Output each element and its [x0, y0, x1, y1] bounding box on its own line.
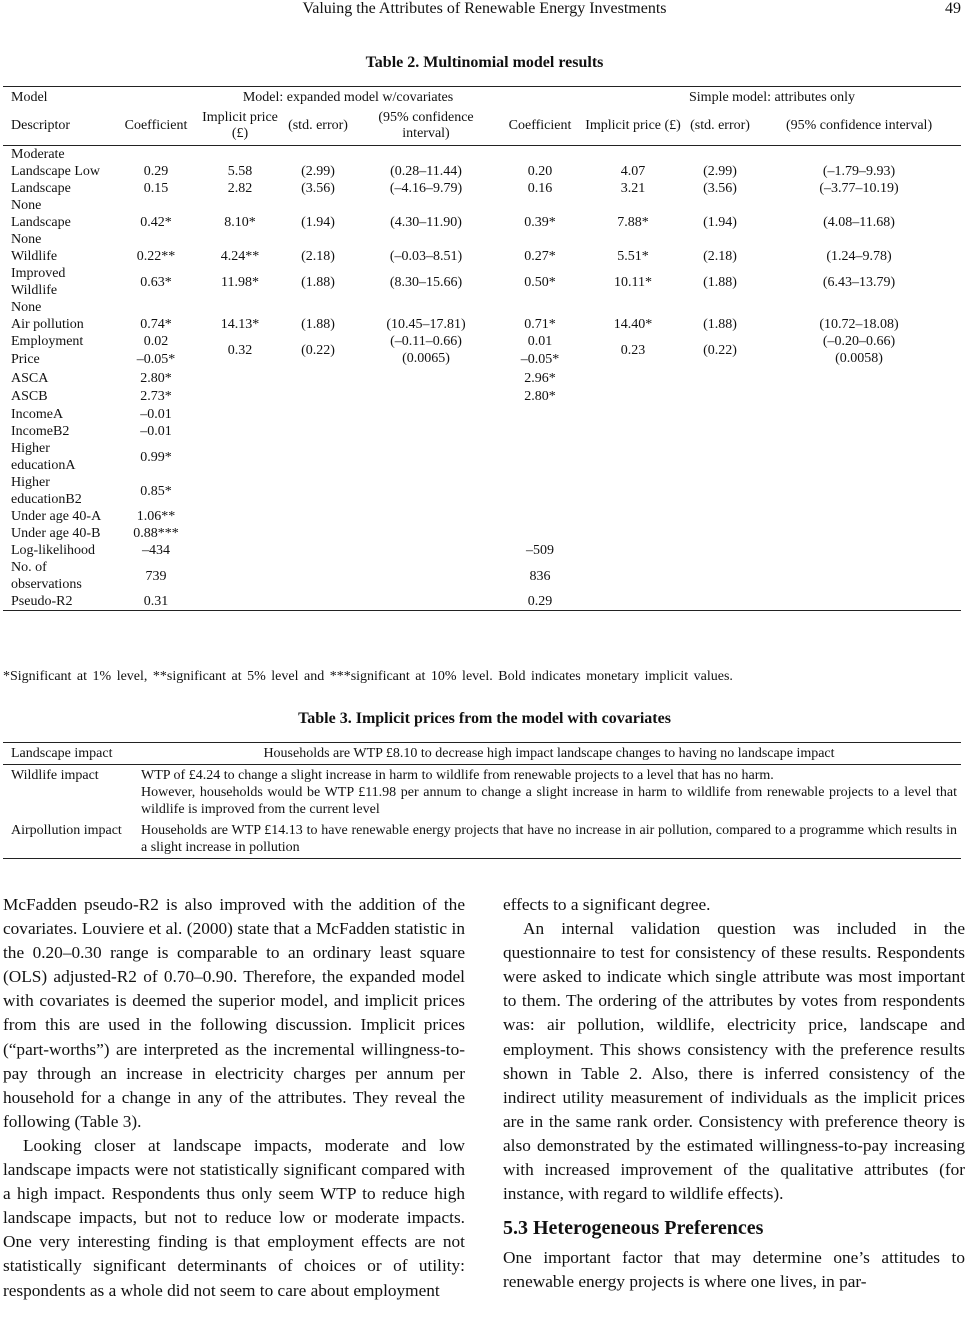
col-header: Implicit price (£) [199, 107, 281, 146]
row-label: Price [11, 352, 40, 368]
table-row [3, 440, 961, 474]
row-label: None [11, 232, 42, 247]
cell-value: 836 [529, 568, 551, 584]
cell-value [757, 146, 961, 164]
col-header: Coefficient [497, 107, 583, 146]
table3-caption: Table 3. Implicit prices from the model with covariates [298, 710, 671, 727]
cell-value: 0.29 [143, 164, 169, 179]
table-row [3, 248, 961, 265]
cell-value: (10.45–17.81) [386, 317, 466, 332]
cell-value [757, 197, 961, 214]
table-row [3, 765, 961, 821]
table-row [3, 423, 961, 440]
cell-value [757, 299, 961, 316]
table-row [3, 316, 961, 333]
cell-value: 4.07 [620, 164, 646, 179]
row-label: No. of observations [11, 560, 82, 593]
cell-value: (2.99) [703, 164, 737, 179]
cell-value [583, 231, 683, 248]
cell-value [355, 197, 497, 214]
col-header: Coefficient [113, 107, 199, 146]
cell-value: –0.05* [136, 352, 176, 368]
cell-value: (2.18) [301, 249, 335, 264]
table-row [3, 559, 961, 593]
cell-value: 0.74* [140, 317, 172, 332]
cell-value [583, 299, 683, 316]
cell-value: 0.20 [527, 164, 553, 179]
running-header [0, 0, 969, 22]
cell-value: –0.01 [140, 424, 172, 440]
cell-value [199, 231, 281, 248]
paragraph: McFadden pseudo-R2 is also improved with the addition of the covariates. Louviere et al. (2000) state that a McFadden statistic in the 0.20–0.30 range is comparable to an ordinary least square (OLS) adjusted-R2 of 0.70–0.90. Therefore, the expanded model with covariates is deemed the superior model, and implicit prices from this are used in the following discussion. Implicit prices (“part-worths”) are interpreted as the incremental willingness-to-pay through an increase in electricity charges per annum per household for a change in any of the attributes. They reveal the following (Table 3). [3, 895, 465, 1131]
col-header: (95% confidence interval) [355, 107, 497, 146]
section-heading: 5.3 Heterogeneous Preferences [503, 1217, 764, 1240]
cell-value: 0.02 [143, 334, 169, 349]
cell-value: (4.30–11.90) [390, 215, 462, 230]
cell-value: 0.22** [136, 249, 176, 264]
cell-value: 0.50* [524, 274, 556, 290]
cell-value: 4.24** [220, 249, 260, 264]
running-title: Valuing the Attributes of Renewable Energy Investments [302, 0, 667, 17]
col-header: Implicit price (£) [583, 107, 683, 146]
table-row [3, 197, 961, 214]
row-label: None [11, 198, 42, 213]
row-label: Airpollution impact [3, 820, 133, 859]
cell-value: (6.43–13.79) [822, 274, 896, 290]
cell-value: 0.32 [227, 343, 253, 358]
table-row [3, 146, 961, 164]
row-label: Moderate [11, 147, 65, 162]
cell-value [281, 231, 355, 248]
cell-value: 0.27* [524, 249, 556, 264]
cell-value [497, 197, 583, 214]
table3 [3, 742, 961, 859]
row-text: Households are WTP £14.13 to have renewable energy projects that have no increase in air pollution, compared to a programme which results in a slight increase in pollution [133, 820, 961, 859]
cell-value [199, 197, 281, 214]
cell-value: (–1.79–9.93) [822, 164, 896, 179]
table-row [3, 542, 961, 559]
model-label: Model [3, 87, 113, 108]
table-row [3, 333, 961, 406]
cell-value: 8.10* [224, 215, 256, 230]
table-row [3, 214, 961, 231]
table2-footnote: *Significant at 1% level, **significant at 5% level and ***significant at 10% level. Bold indicates monetary implicit values. [3, 669, 733, 684]
table-row [3, 508, 961, 525]
cell-value [355, 231, 497, 248]
cell-value: (–3.77–10.19) [819, 181, 899, 196]
cell-value: (–4.16–9.79) [389, 181, 463, 196]
cell-value: 0.63* [140, 274, 172, 290]
col-header: Descriptor [3, 107, 113, 146]
row-label: Landscape impact [3, 743, 133, 765]
cell-value: (1.88) [703, 274, 737, 290]
cell-value: 5.58 [227, 164, 253, 179]
row-label: ASCB [11, 388, 48, 404]
cell-value: (0.28–11.44) [390, 164, 462, 179]
paragraph: effects to a significant degree. [503, 895, 711, 914]
cell-value: (8.30–15.66) [389, 274, 463, 290]
cell-value: 2.73* [140, 388, 172, 404]
cell-value [113, 146, 199, 164]
cell-value [113, 231, 199, 248]
cell-value [683, 231, 757, 248]
cell-value: 1.06** [136, 509, 176, 525]
row-label: Pseudo-R2 [3, 593, 113, 611]
cell-value: (2.99) [301, 164, 335, 179]
table-row [3, 474, 961, 508]
cell-value: (–0.20–0.66) [822, 334, 896, 349]
cell-value: (1.88) [703, 317, 737, 332]
cell-value: 14.13* [220, 317, 260, 332]
row-label: Higher educationA [11, 441, 76, 474]
cell-value: (1.94) [301, 215, 335, 230]
cell-value: (1.24–9.78) [826, 249, 892, 264]
cell-value [281, 146, 355, 164]
cell-value: (3.56) [301, 181, 335, 196]
paragraph: An internal validation question was included in the questionnaire to test for consistency of these results. Respondents were asked to indicate which single attribute was most important to them. The ordering of the attributes by votes from respondents was: air pollution, wildlife, electricity price, landscape and employment. This shows consistency with the preference results shown in Table 2. Also, there is inferred consistency of the indirect utility measurement of individuals as the implicit prices are in the same rank order. Consistency with preference theory is also demonstrated by the estimated willingness-to-pay increasing with increased improvement of the qualitative attributes (for instance, with regard to wildlife effects). [503, 919, 965, 1204]
paragraph: Looking closer at landscape impacts, moderate and low landscape impacts were not statistically significant compared with a high impact. Respondents thus only seem WTP to reduce high landscape impacts, but not to reduce low or moderate impacts. One very interesting finding is that employment effects are not statistically significant determinants of choices or of utility: respondents as a whole did not seem to care about employment [3, 1135, 465, 1300]
cell-value [683, 299, 757, 316]
cell-value: 2.80* [524, 388, 556, 404]
cell-value: (–0.03–8.51) [389, 249, 463, 264]
row-label: Higher educationB2 [11, 475, 82, 508]
row-label: None [11, 300, 42, 315]
cell-value: 14.40* [613, 317, 653, 332]
cell-value: 5.51* [617, 249, 649, 264]
table-row [3, 743, 961, 765]
cell-value [757, 231, 961, 248]
table2-caption: Table 2. Multinomial model results [365, 54, 604, 71]
cell-value: (10.72–18.08) [819, 317, 899, 332]
table-row [3, 593, 961, 611]
cell-value: (1.88) [301, 274, 335, 290]
cell-value [355, 299, 497, 316]
cell-value: (4.08–11.68) [823, 215, 895, 230]
cell-value: 2.80* [140, 370, 172, 386]
cell-value [583, 146, 683, 164]
cell-value: 0.99* [140, 449, 172, 465]
row-label: IncomeB2 [11, 424, 70, 440]
cell-value: –434 [142, 543, 170, 559]
cell-value: (0.22) [301, 343, 335, 358]
table-row [3, 525, 961, 542]
row-label: Landscape [11, 215, 71, 230]
cell-value: –509 [526, 543, 555, 559]
col-header: (95% confidence interval) [757, 107, 961, 146]
cell-value [113, 197, 199, 214]
table-row [3, 163, 961, 180]
cell-value [497, 231, 583, 248]
cell-value: 0.31 [113, 593, 199, 611]
cell-value: –0.01 [140, 407, 172, 423]
col-header: (std. error) [683, 107, 757, 146]
expanded-model-label: Model: expanded model w/covariates [199, 87, 497, 108]
cell-value: (2.18) [703, 249, 737, 264]
row-label: Wildlife impact [11, 768, 99, 783]
cell-value [355, 146, 497, 164]
cell-value: 0.01 [527, 334, 553, 349]
cell-value [497, 146, 583, 164]
page-number: 49 [945, 0, 961, 17]
cell-value: (–0.11–0.66) [390, 334, 462, 349]
simple-model-label: Simple model: attributes only [583, 87, 961, 108]
table2 [3, 86, 961, 611]
cell-value: 0.42* [140, 215, 172, 230]
row-text: However, households would be WTP £11.98 per annum to change a slight increase in harm to wildlife from renewable projects to a level that wildlife is improved from the current level [141, 785, 957, 817]
cell-value: (0.0065) [402, 351, 450, 366]
cell-value: 10.11* [614, 274, 652, 290]
row-text: WTP of £4.24 to change a slight increase in harm to wildlife from renewable projects to a level that has no harm. [141, 768, 774, 783]
row-label: Under age 40-B [11, 526, 101, 542]
cell-value [583, 197, 683, 214]
cell-value: (1.94) [703, 215, 737, 230]
cell-value: 0.23 [620, 343, 646, 358]
cell-value: 739 [145, 568, 167, 584]
row-label: Improved Wildlife [11, 266, 66, 298]
cell-value [281, 299, 355, 316]
table-row [3, 180, 961, 197]
table-row [3, 820, 961, 859]
cell-value: 0.85* [140, 483, 172, 499]
table-row [3, 299, 961, 316]
paragraph: One important factor that may determine one’s attitudes to renewable energy projects is where one lives, in par- [503, 1248, 965, 1292]
row-label: Log-likelihood [11, 543, 95, 559]
row-label: Under age 40-A [11, 509, 102, 525]
cell-value: –0.05* [520, 352, 560, 368]
cell-value [199, 146, 281, 164]
table-row [3, 406, 961, 423]
cell-value [281, 197, 355, 214]
row-label: Wildlife [11, 249, 58, 264]
cell-value: (0.0058) [835, 351, 883, 366]
cell-value: 0.71* [524, 317, 556, 332]
cell-value: (0.22) [703, 343, 737, 358]
row-label: Landscape Low [11, 164, 101, 179]
row-label: Landscape [11, 181, 71, 196]
cell-value: 2.82 [227, 181, 253, 196]
cell-value: (1.88) [301, 317, 335, 332]
row-label: ASCA [11, 370, 49, 386]
cell-value: 0.16 [527, 181, 553, 196]
cell-value [683, 197, 757, 214]
cell-value: (3.56) [703, 181, 737, 196]
cell-value: 0.29 [497, 593, 583, 611]
table2-group-header [3, 87, 961, 108]
cell-value [683, 146, 757, 164]
col-header: (std. error) [281, 107, 355, 146]
cell-value: 0.88*** [133, 526, 179, 542]
cell-value [113, 299, 199, 316]
row-label: Employment [11, 334, 84, 349]
cell-value: 7.88* [617, 215, 649, 230]
table-row [3, 265, 961, 299]
cell-value: 2.96* [524, 370, 556, 386]
cell-value: 3.21 [620, 181, 646, 196]
cell-value: 11.98* [221, 274, 259, 290]
right-column [503, 893, 965, 1295]
cell-value [497, 299, 583, 316]
cell-value [199, 299, 281, 316]
table-row [3, 231, 961, 248]
table2-column-header [3, 107, 961, 146]
row-label: IncomeA [11, 407, 64, 423]
cell-value: 0.15 [143, 181, 169, 196]
row-label: Air pollution [11, 317, 84, 332]
left-column [3, 893, 465, 1303]
cell-value: 0.39* [524, 215, 556, 230]
row-text: Households are WTP £8.10 to decrease high impact landscape changes to having no landscape impact [133, 743, 961, 765]
